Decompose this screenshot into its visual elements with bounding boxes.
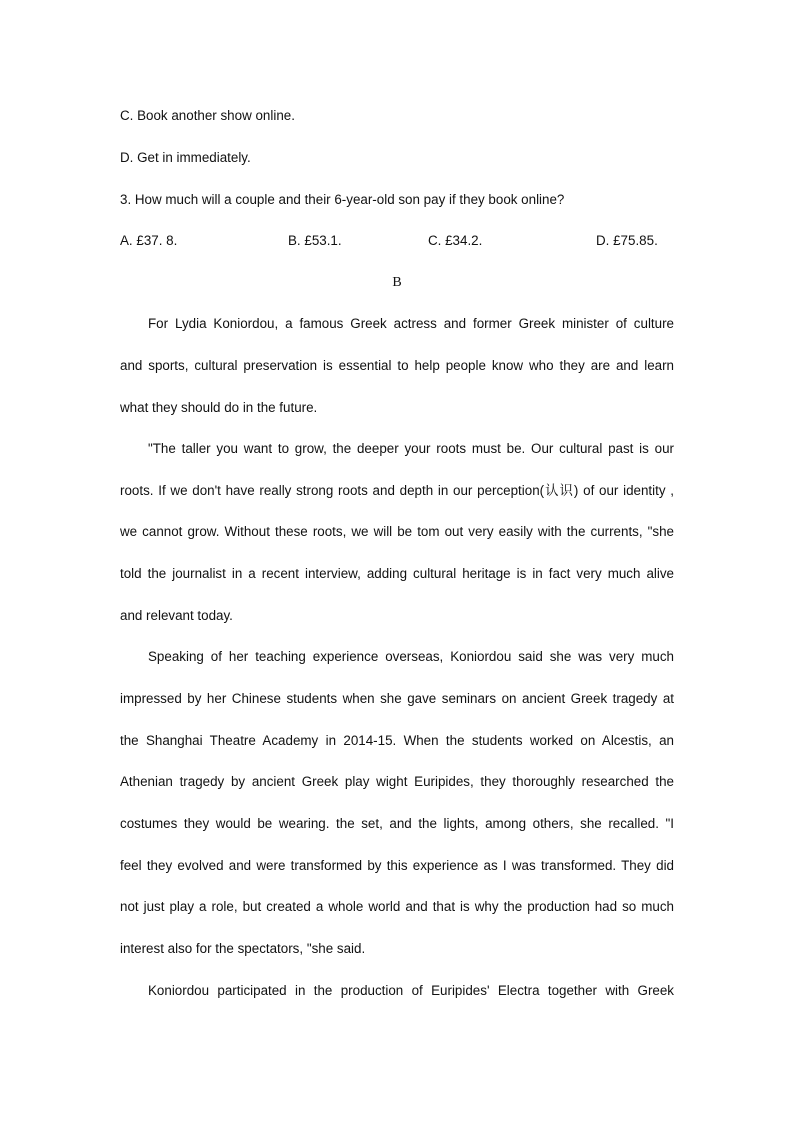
q3-option-c: C. £34.2. [428, 233, 483, 248]
passage-line: and sports, cultural preservation is essential to help people know who they are and learn [120, 358, 674, 373]
q3-option-b: B. £53.1. [288, 233, 342, 248]
passage-line: "The taller you want to grow, the deeper your roots must be. Our cultural past is our [148, 441, 674, 456]
passage-line: the Shanghai Theatre Academy in 2014-15. When the students worked on Alcestis, an [120, 733, 674, 748]
passage-line: Athenian tragedy by ancient Greek play wight Euripides, they thoroughly researched the [120, 774, 674, 789]
passage-line: we cannot grow. Without these roots, we will be tom out very easily with the currents, "she [120, 524, 674, 539]
passage-line: Speaking of her teaching experience overseas, Koniordou said she was very much [148, 649, 674, 664]
passage-line: not just play a role, but created a whole world and that is why the production had so much [120, 899, 674, 914]
section-heading: B [392, 275, 402, 290]
passage-line: For Lydia Koniordou, a famous Greek actress and former Greek minister of culture [148, 316, 674, 331]
passage-line: told the journalist in a recent interview, adding cultural heritage is in fact very much alive [120, 566, 674, 581]
q2-option-d: D. Get in immediately. [120, 150, 251, 165]
q2-option-c: C. Book another show online. [120, 108, 295, 123]
passage-line: impressed by her Chinese students when she gave seminars on ancient Greek tragedy at [120, 691, 674, 706]
passage-line: interest also for the spectators, "she said. [120, 941, 366, 956]
q3-option-a: A. £37. 8. [120, 233, 178, 248]
passage-line: and relevant today. [120, 608, 233, 623]
document-page [120, 0, 674, 1123]
passage-line: Koniordou participated in the production of Euripides' Electra together with Greek [148, 983, 674, 998]
passage-line: feel they evolved and were transformed by this experience as I was transformed. They did [120, 858, 674, 873]
passage-line: costumes they would be wearing. the set, and the lights, among others, she recalled. "I [120, 816, 674, 831]
passage-line: what they should do in the future. [120, 400, 318, 415]
passage-line: roots. If we don't have really strong roots and depth in our perception(认识) of our identity , [120, 483, 674, 498]
q3-option-d: D. £75.85. [596, 233, 658, 248]
q3-stem: 3. How much will a couple and their 6-year-old son pay if they book online? [120, 192, 565, 207]
